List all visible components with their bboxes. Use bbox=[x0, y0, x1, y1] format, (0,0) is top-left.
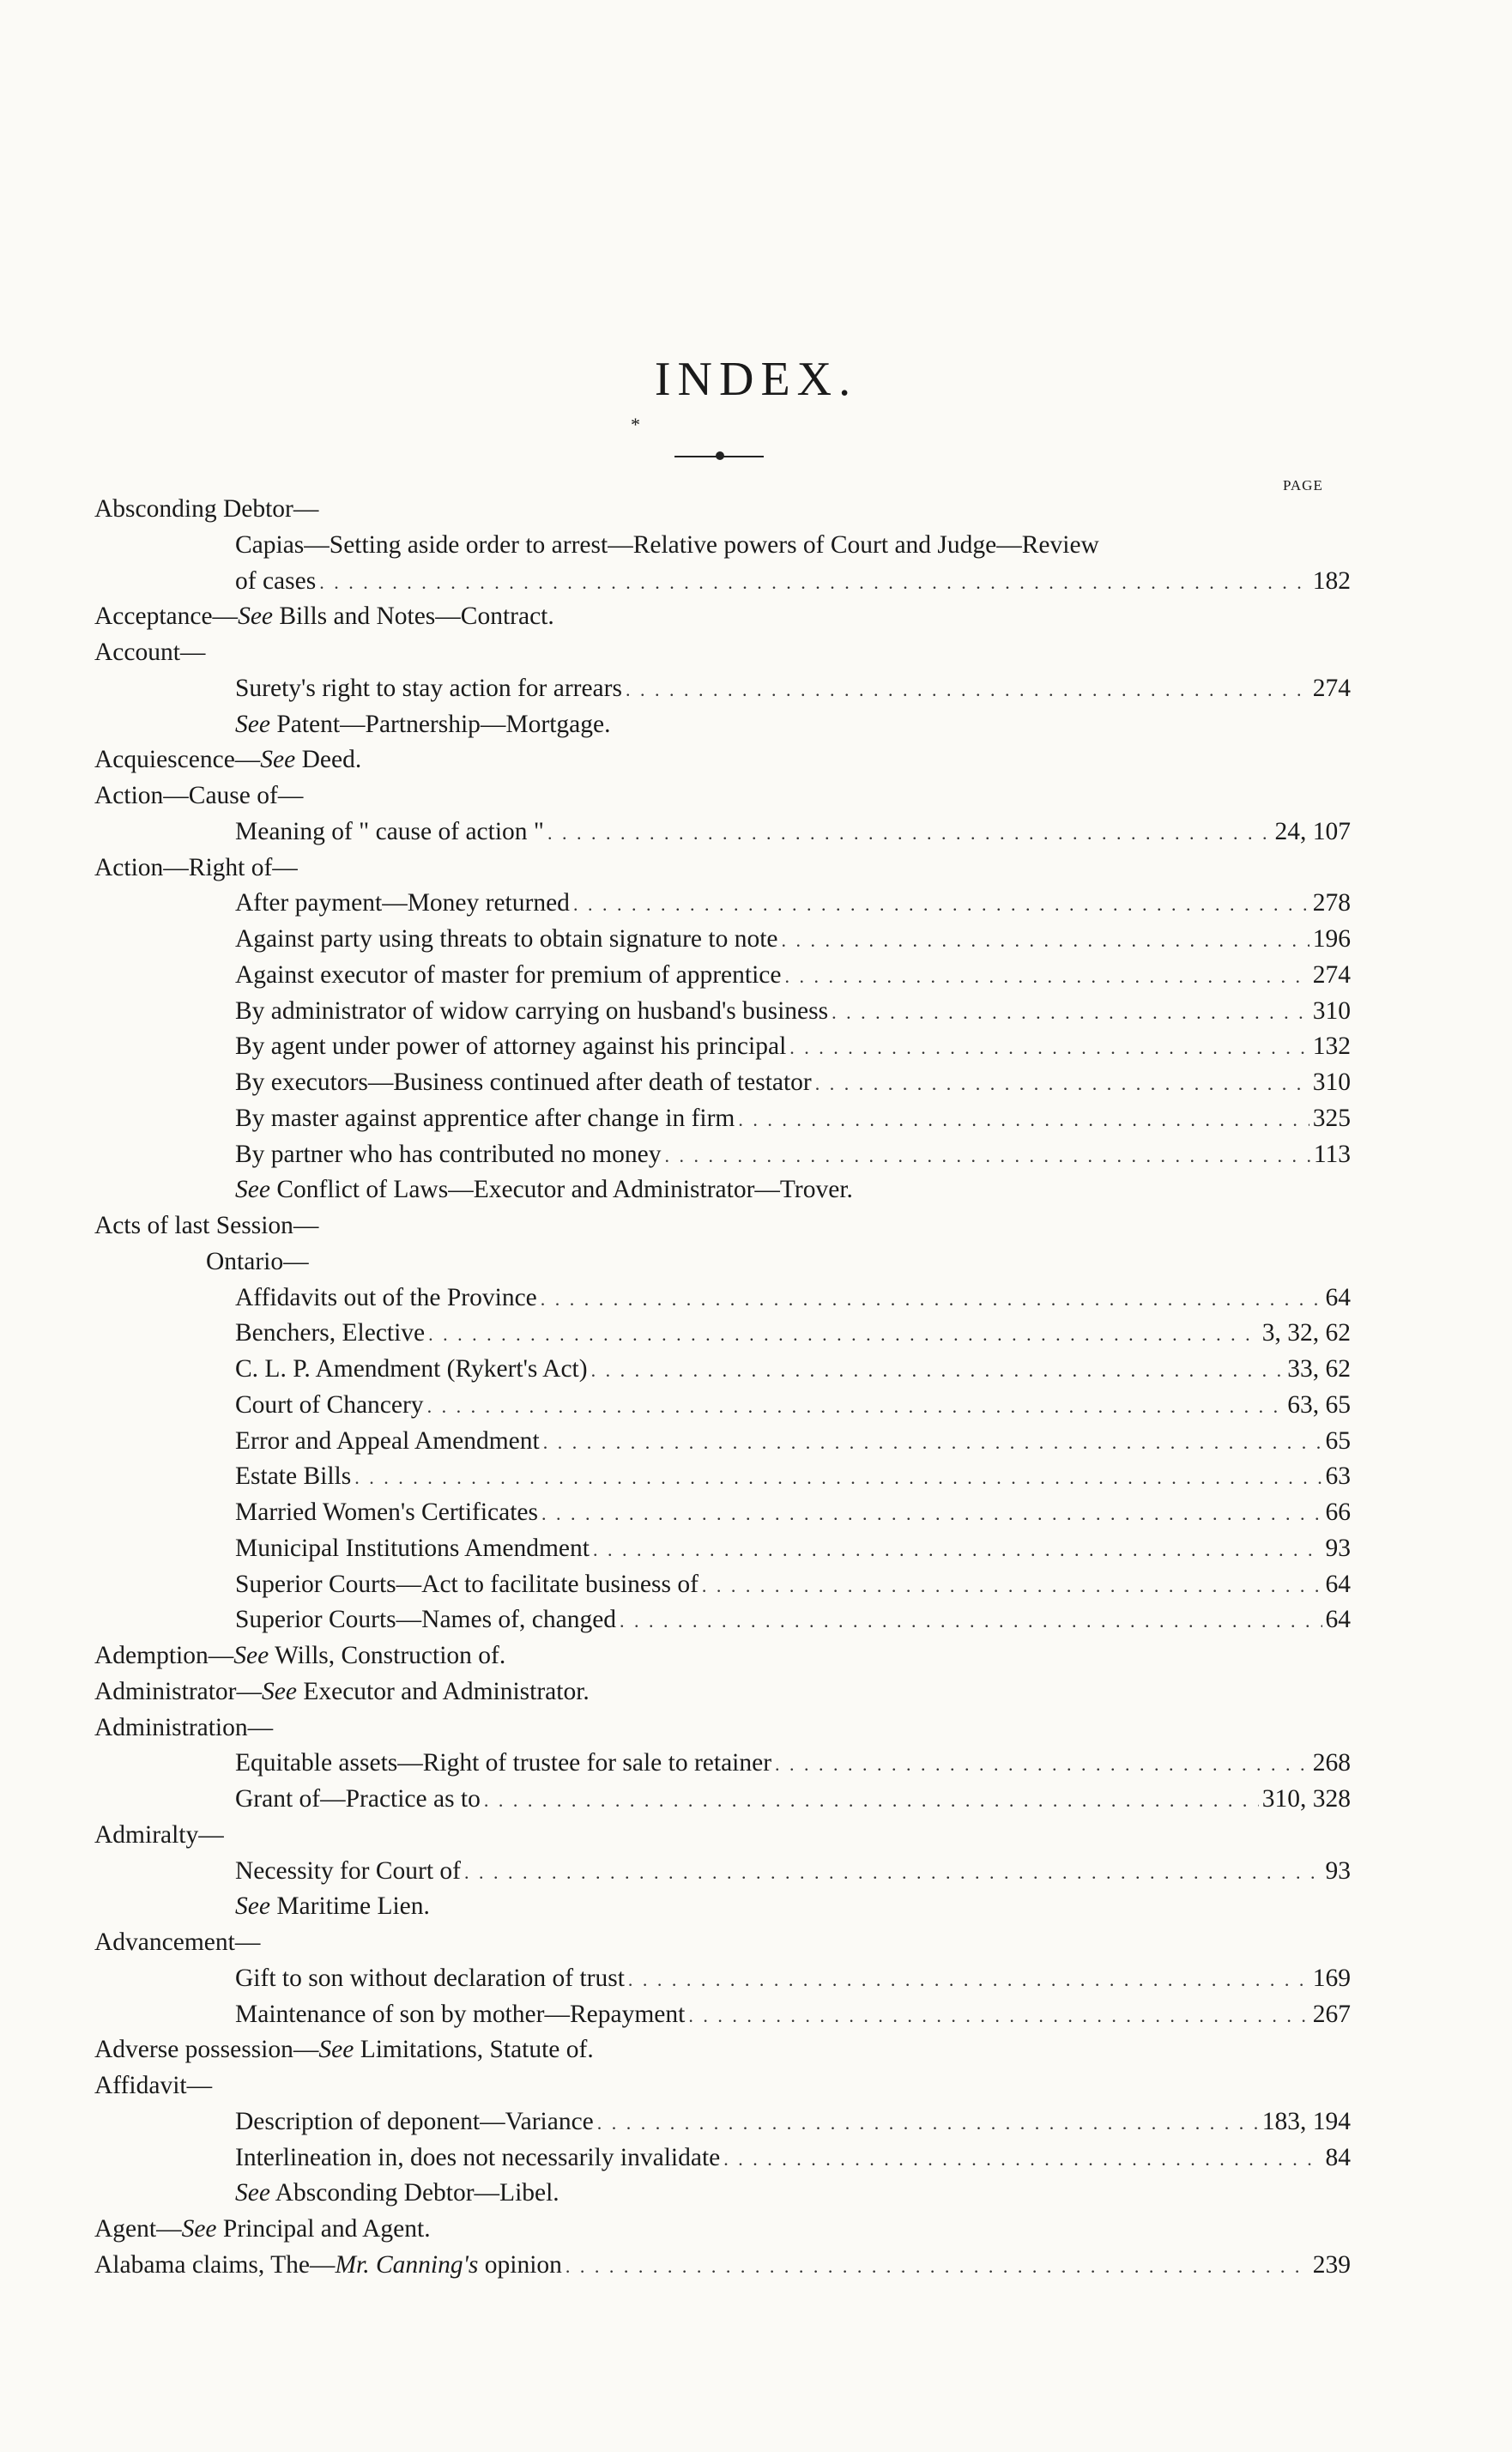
page-number: 239 bbox=[1312, 2250, 1351, 2279]
index-subentry bbox=[0, 1352, 1512, 1388]
entry-text: Description of deponent—Variance bbox=[235, 2107, 594, 2135]
index-subentry bbox=[0, 2140, 1512, 2177]
index-entry-row bbox=[235, 1567, 1351, 1604]
entry-text: Action—Right of— bbox=[94, 853, 298, 881]
index-subentry bbox=[0, 2104, 1512, 2140]
entry-text: Maintenance of son by mother—Repayment bbox=[235, 2000, 686, 2028]
index-entry-row bbox=[94, 1710, 1351, 1747]
index-heading bbox=[0, 1638, 1512, 1674]
index-entry-row bbox=[235, 1424, 1351, 1461]
dot-leader bbox=[815, 1066, 1309, 1102]
page-number: 65 bbox=[1325, 1426, 1351, 1455]
dot-leader bbox=[573, 887, 1309, 923]
entry-text: of cases bbox=[235, 566, 317, 595]
index-subentry bbox=[0, 886, 1512, 922]
dot-leader bbox=[597, 2105, 1259, 2141]
entry-text: Action—Cause of— bbox=[94, 782, 304, 809]
entry-text: Absconding Debtor— bbox=[94, 495, 319, 523]
index-entry-row bbox=[235, 1854, 1351, 1891]
index-subentry bbox=[0, 814, 1512, 851]
dot-leader bbox=[688, 1998, 1309, 2034]
page-title: INDEX. bbox=[654, 353, 858, 406]
index-subentry bbox=[0, 671, 1512, 707]
page-number: 278 bbox=[1312, 889, 1351, 917]
index-subentry bbox=[0, 1280, 1512, 1317]
entry-text: After payment—Money returned bbox=[235, 889, 570, 917]
dot-leader bbox=[664, 1138, 1309, 1174]
page-number: 64 bbox=[1325, 1570, 1351, 1598]
dot-leader bbox=[593, 1532, 1322, 1568]
index-entry-row bbox=[94, 778, 1351, 814]
entry-text: By master against apprentice after change in firm bbox=[235, 1104, 735, 1132]
page-column-label: PAGE bbox=[1283, 477, 1323, 493]
index-entry-row bbox=[235, 958, 1351, 995]
dot-leader bbox=[784, 959, 1309, 995]
entry-text: Equitable assets—Right of trustee for sale to retainer bbox=[235, 1749, 772, 1777]
index-entry-row bbox=[235, 1746, 1351, 1783]
index-heading bbox=[0, 1818, 1512, 1854]
page-number: 93 bbox=[1325, 1534, 1351, 1562]
page-number: 33, 62 bbox=[1287, 1355, 1351, 1383]
index-subentry bbox=[0, 2176, 1512, 2212]
index-entry-row bbox=[94, 1638, 1351, 1674]
index-entry-row bbox=[94, 635, 1351, 671]
index-subentry bbox=[0, 1137, 1512, 1173]
index-subentry bbox=[0, 1029, 1512, 1065]
page-number: 274 bbox=[1312, 960, 1351, 989]
index-subentry bbox=[0, 994, 1512, 1030]
page-number: 196 bbox=[1312, 925, 1351, 953]
index-list bbox=[0, 492, 1512, 2284]
index-subentry bbox=[0, 1101, 1512, 1137]
index-entry-row bbox=[235, 1602, 1351, 1639]
page-number: 183, 194 bbox=[1261, 2107, 1351, 2135]
dot-leader bbox=[738, 1102, 1309, 1138]
index-entry-row bbox=[235, 1388, 1351, 1425]
entry-text: Court of Chancery bbox=[235, 1390, 424, 1419]
index-subentry bbox=[0, 1854, 1512, 1890]
page-number: 64 bbox=[1325, 1606, 1351, 1634]
entry-text: Acts of last Session— bbox=[94, 1212, 319, 1239]
index-heading bbox=[0, 1710, 1512, 1747]
dot-leader bbox=[565, 2249, 1309, 2285]
entry-text: C. L. P. Amendment (Rykert's Act) bbox=[235, 1355, 588, 1383]
index-subentry bbox=[0, 1889, 1512, 1925]
page-number: 93 bbox=[1325, 1856, 1351, 1885]
index-entry-row bbox=[94, 851, 1351, 887]
page-number: 169 bbox=[1312, 1964, 1351, 1992]
index-subentry bbox=[0, 1172, 1512, 1208]
index-entry-row bbox=[94, 1208, 1351, 1244]
entry-text: Capias—Setting aside order to arrest—Relative powers of Court and Judge—Review bbox=[235, 530, 1099, 559]
entry-text: Superior Courts—Act to facilitate business of bbox=[235, 1570, 699, 1598]
entry-text: Married Women's Certificates bbox=[235, 1498, 539, 1526]
index-subentry bbox=[0, 1459, 1512, 1495]
entry-text: Ademption—See Wills, Construction of. bbox=[94, 1642, 506, 1669]
page-number: 310 bbox=[1312, 996, 1351, 1025]
entry-text: Meaning of " cause of action " bbox=[235, 817, 544, 845]
entry-text: Admiralty— bbox=[94, 1820, 224, 1849]
index-entry-row bbox=[235, 2104, 1351, 2141]
entry-text: Against executor of master for premium of apprentice bbox=[235, 960, 782, 989]
index-entry-row bbox=[235, 1065, 1351, 1102]
index-subentry bbox=[0, 922, 1512, 958]
index-entry-row bbox=[235, 1280, 1351, 1317]
index-heading bbox=[0, 742, 1512, 778]
dot-leader bbox=[319, 565, 1309, 601]
index-entry-row bbox=[235, 671, 1351, 708]
index-subentry bbox=[0, 1961, 1512, 1997]
index-entry-row bbox=[94, 742, 1351, 778]
entry-text: Affidavits out of the Province bbox=[235, 1283, 537, 1311]
index-subentry bbox=[0, 1495, 1512, 1531]
page-number: 267 bbox=[1312, 2000, 1351, 2028]
entry-text: See Absconding Debtor—Libel. bbox=[235, 2179, 559, 2207]
index-subentry bbox=[0, 1782, 1512, 1818]
index-entry-row bbox=[94, 1674, 1351, 1710]
entry-text: Surety's right to stay action for arrears bbox=[235, 674, 622, 702]
page-number: 325 bbox=[1312, 1104, 1351, 1132]
index-heading bbox=[0, 492, 1512, 528]
dot-leader bbox=[723, 2141, 1321, 2177]
index-entry-row bbox=[206, 1244, 1351, 1280]
index-entry-row bbox=[235, 528, 1351, 564]
entry-text: Administrator—See Executor and Administrator. bbox=[94, 1677, 590, 1705]
entry-text: Grant of—Practice as to bbox=[235, 1785, 481, 1813]
index-entry-row bbox=[235, 2140, 1351, 2177]
index-entry-row bbox=[94, 2068, 1351, 2104]
index-entry-row bbox=[235, 1495, 1351, 1532]
index-entry-row bbox=[94, 599, 1351, 635]
index-entry-row bbox=[94, 2212, 1351, 2248]
index-entry-row bbox=[235, 564, 1351, 601]
page-number: 3, 32, 62 bbox=[1261, 1319, 1351, 1347]
dot-leader bbox=[782, 923, 1309, 959]
entry-text: Agent—See Principal and Agent. bbox=[94, 2215, 431, 2243]
entry-text: See Maritime Lien. bbox=[235, 1892, 430, 1921]
entry-text: Adverse possession—See Limitations, Statute of. bbox=[94, 2036, 594, 2064]
index-entry-row bbox=[94, 1925, 1351, 1961]
index-subentry bbox=[0, 1531, 1512, 1567]
entry-text: Estate Bills bbox=[235, 1462, 352, 1491]
dot-leader bbox=[428, 1317, 1259, 1353]
index-heading bbox=[0, 1208, 1512, 1244]
title-rule-dot bbox=[716, 451, 724, 460]
index-subentry bbox=[0, 1388, 1512, 1424]
index-entry-row bbox=[235, 1316, 1351, 1353]
page-number: 113 bbox=[1313, 1140, 1351, 1168]
dot-leader bbox=[832, 995, 1309, 1031]
entry-text: Ontario— bbox=[206, 1247, 309, 1275]
index-heading bbox=[0, 1674, 1512, 1710]
entry-text: Alabama claims, The—Mr. Canning's opinion bbox=[94, 2250, 562, 2279]
index-entry-row bbox=[235, 1101, 1351, 1138]
entry-text: By agent under power of attorney against his principal bbox=[235, 1032, 787, 1061]
index-entry-row bbox=[235, 814, 1351, 851]
index-heading bbox=[0, 2032, 1512, 2068]
entry-text: Gift to son without declaration of trust bbox=[235, 1964, 625, 1992]
entry-text: Necessity for Court of bbox=[235, 1856, 461, 1885]
title-ornament: * bbox=[631, 414, 640, 435]
entry-text: Municipal Institutions Amendment bbox=[235, 1534, 590, 1562]
page-number: 63 bbox=[1325, 1462, 1351, 1491]
index-subentry bbox=[0, 528, 1512, 564]
page-number: 24, 107 bbox=[1274, 817, 1351, 845]
page-number: 66 bbox=[1325, 1498, 1351, 1526]
entry-text: Acquiescence—See Deed. bbox=[94, 746, 362, 774]
index-entry-row bbox=[235, 707, 1351, 743]
index-entry-row bbox=[235, 1137, 1351, 1174]
page-number: 84 bbox=[1325, 2143, 1351, 2171]
dot-leader bbox=[541, 1496, 1321, 1532]
index-subentry bbox=[0, 1316, 1512, 1352]
index-subentry bbox=[0, 1602, 1512, 1638]
index-subentry bbox=[0, 707, 1512, 743]
entry-text: Error and Appeal Amendment bbox=[235, 1426, 540, 1455]
index-heading bbox=[0, 599, 1512, 635]
page-number: 274 bbox=[1312, 674, 1351, 702]
entry-text: By administrator of widow carrying on husband's business bbox=[235, 996, 829, 1025]
index-entry-row bbox=[94, 2032, 1351, 2068]
dot-leader bbox=[541, 1281, 1322, 1317]
index-entry-row bbox=[235, 994, 1351, 1031]
page-number: 268 bbox=[1312, 1749, 1351, 1777]
page-number: 310 bbox=[1312, 1069, 1351, 1096]
index-heading bbox=[0, 2248, 1512, 2284]
index-entry-row bbox=[94, 492, 1351, 528]
entry-text: By executors—Business continued after death of testator bbox=[235, 1069, 812, 1096]
dot-leader bbox=[628, 1962, 1309, 1998]
dot-leader bbox=[464, 1855, 1322, 1891]
index-entry-row bbox=[235, 1997, 1351, 2034]
index-heading bbox=[0, 635, 1512, 671]
index-entry-row bbox=[235, 1961, 1351, 1998]
entry-text: Account— bbox=[94, 639, 206, 666]
page-number: 310, 328 bbox=[1261, 1785, 1351, 1813]
dot-leader bbox=[543, 1425, 1322, 1461]
entry-text: By partner who has contributed no money bbox=[235, 1140, 662, 1168]
index-entry-row bbox=[235, 1459, 1351, 1496]
index-heading bbox=[0, 2212, 1512, 2248]
index-entry-row bbox=[235, 886, 1351, 923]
entry-text: Affidavit— bbox=[94, 2072, 213, 2099]
index-entry-row bbox=[94, 2248, 1351, 2285]
index-subentry bbox=[0, 958, 1512, 994]
index-subentry bbox=[0, 1997, 1512, 2033]
entry-text: Administration— bbox=[94, 1713, 274, 1741]
entry-text: See Patent—Partnership—Mortgage. bbox=[235, 710, 611, 738]
index-subentry bbox=[0, 1244, 1512, 1280]
page-number: 64 bbox=[1325, 1283, 1351, 1311]
entry-text: Acceptance—See Bills and Notes—Contract. bbox=[94, 602, 554, 631]
entry-text: Against party using threats to obtain signature to note bbox=[235, 925, 778, 953]
index-heading bbox=[0, 1925, 1512, 1961]
dot-leader bbox=[775, 1747, 1309, 1783]
index-heading bbox=[0, 2068, 1512, 2104]
dot-leader bbox=[789, 1030, 1309, 1066]
index-entry-row bbox=[235, 922, 1351, 959]
index-subentry bbox=[0, 1746, 1512, 1782]
index-subentry bbox=[0, 564, 1512, 600]
entry-text: Benchers, Elective bbox=[235, 1319, 426, 1347]
index-subentry bbox=[0, 1567, 1512, 1603]
index-entry-row bbox=[235, 1172, 1351, 1208]
index-entry-row bbox=[235, 2176, 1351, 2212]
index-entry-row bbox=[94, 1818, 1351, 1854]
index-heading bbox=[0, 778, 1512, 814]
dot-leader bbox=[702, 1568, 1322, 1604]
entry-text: Interlineation in, does not necessarily invalidate bbox=[235, 2143, 721, 2171]
page-number: 182 bbox=[1312, 566, 1351, 595]
dot-leader bbox=[626, 672, 1309, 708]
index-entry-row bbox=[235, 1531, 1351, 1568]
dot-leader bbox=[547, 815, 1272, 851]
entry-text: Advancement— bbox=[94, 1928, 261, 1956]
dot-leader bbox=[427, 1389, 1285, 1425]
index-entry-row bbox=[235, 1352, 1351, 1389]
index-entry-row bbox=[235, 1782, 1351, 1819]
index-heading bbox=[0, 851, 1512, 887]
entry-text: Superior Courts—Names of, changed bbox=[235, 1606, 617, 1634]
dot-leader bbox=[620, 1603, 1321, 1639]
index-entry-row bbox=[235, 1029, 1351, 1066]
index-subentry bbox=[0, 1424, 1512, 1460]
dot-leader bbox=[591, 1353, 1285, 1389]
entry-text: See Conflict of Laws—Executor and Administrator—Trover. bbox=[235, 1176, 853, 1204]
index-subentry bbox=[0, 1065, 1512, 1101]
dot-leader bbox=[484, 1783, 1259, 1819]
page-number: 132 bbox=[1312, 1032, 1351, 1061]
index-entry-row bbox=[235, 1889, 1351, 1925]
page-number: 63, 65 bbox=[1287, 1390, 1351, 1419]
dot-leader bbox=[354, 1460, 1321, 1496]
